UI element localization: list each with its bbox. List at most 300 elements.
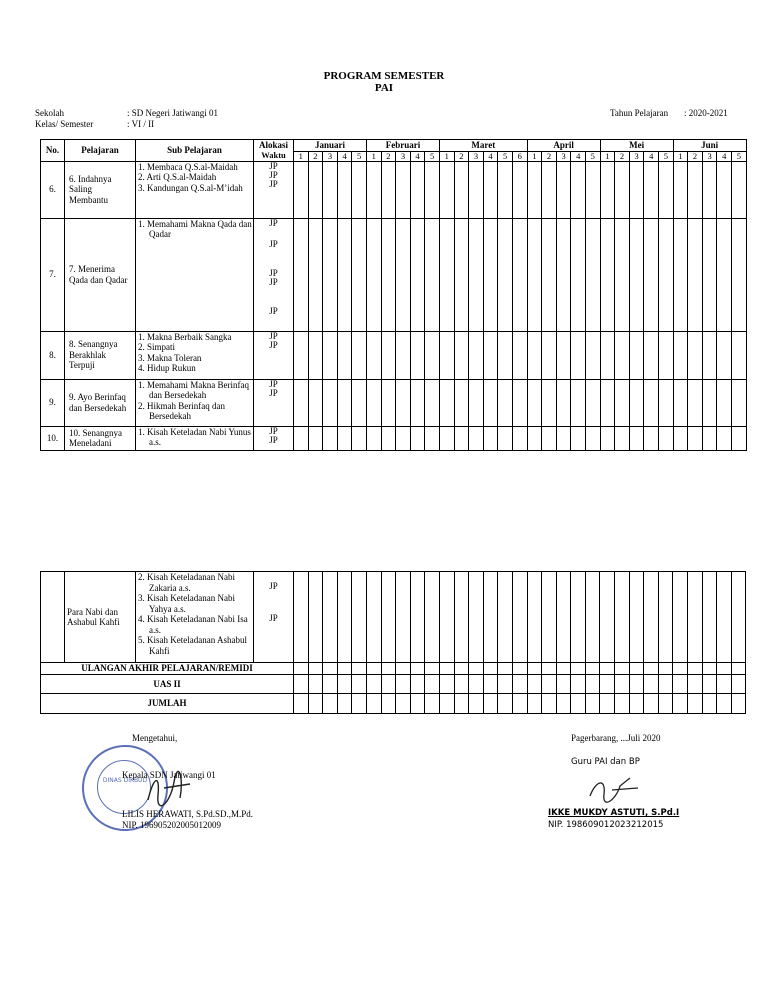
week-cell: [658, 694, 673, 714]
sekolah-value: : SD Negeri Jatiwangi 01: [127, 108, 218, 118]
week-cell: [644, 675, 659, 694]
row-pelajaran: Para Nabi dan Ashabul Kahfi: [65, 572, 136, 663]
week-cell: [658, 663, 673, 675]
week-cell: [542, 218, 557, 331]
week-cell: [323, 572, 338, 663]
sub-item: 2. Kisah Keteladanan Nabi Zakaria a.s.: [138, 572, 235, 593]
week-cell: [702, 663, 717, 675]
week-cell: [732, 379, 747, 426]
week-cell: [454, 218, 469, 331]
week-cell: [352, 675, 367, 694]
week-cell: [439, 663, 454, 675]
row-alokasi: [254, 161, 294, 218]
sub-item: 4. Hidup Rukun: [138, 363, 196, 373]
week-cell: [323, 663, 338, 675]
week-cell: [323, 218, 338, 331]
jp-label: JP: [269, 330, 278, 341]
header-week: 3: [629, 151, 644, 161]
jp-label: JP: [269, 169, 278, 180]
week-cell: [615, 694, 630, 714]
week-cell: [615, 663, 630, 675]
week-cell: [425, 426, 440, 450]
kelas-label: Kelas/ Semester: [35, 119, 94, 129]
week-cell: [527, 663, 542, 675]
week-cell: [556, 694, 571, 714]
week-cell: [381, 331, 396, 379]
week-cell: [644, 218, 659, 331]
week-cell: [366, 694, 381, 714]
week-cell: [439, 675, 454, 694]
week-cell: [308, 694, 323, 714]
week-cell: [308, 572, 323, 663]
jp-label: JP: [269, 160, 278, 171]
week-cell: [381, 572, 396, 663]
week-cell: [454, 426, 469, 450]
row-pelajaran: 6. Indahnya Saling Membantu: [65, 161, 136, 218]
week-cell: [673, 572, 688, 663]
week-cell: [702, 675, 717, 694]
week-cell: [454, 572, 469, 663]
week-cell: [410, 694, 425, 714]
week-cell: [337, 379, 352, 426]
week-cell: [323, 426, 338, 450]
row-pelajaran: 8. Senangnya Berakhlak Terpuji: [65, 331, 136, 379]
week-cell: [527, 675, 542, 694]
week-cell: [396, 218, 411, 331]
week-cell: [439, 161, 454, 218]
week-cell: [469, 675, 484, 694]
sub-item: 1. Kisah Keteladan Nabi Yunus a.s.: [138, 426, 251, 447]
week-cell: [498, 572, 513, 663]
header-week: 2: [688, 151, 703, 161]
week-cell: [571, 694, 586, 714]
header-week: 4: [483, 151, 498, 161]
week-cell: [542, 663, 557, 675]
week-cell: [615, 379, 630, 426]
week-cell: [688, 572, 703, 663]
week-cell: [629, 694, 644, 714]
sub-item: 1. Memahami Makna Berinfaq dan Bersedekah: [138, 379, 249, 400]
week-cell: [352, 331, 367, 379]
week-cell: [702, 426, 717, 450]
week-cell: [717, 572, 732, 663]
week-cell: [294, 694, 309, 714]
header-month: Juni: [673, 140, 746, 152]
week-cell: [337, 218, 352, 331]
week-cell: [556, 331, 571, 379]
week-cell: [396, 331, 411, 379]
week-cell: [702, 379, 717, 426]
header-pelajaran: Pelajaran: [65, 140, 136, 162]
week-cell: [396, 161, 411, 218]
week-cell: [600, 331, 615, 379]
program-table: [40, 139, 747, 451]
week-cell: [644, 694, 659, 714]
header-month: Februari: [366, 140, 439, 152]
week-cell: [410, 675, 425, 694]
week-cell: [717, 331, 732, 379]
week-cell: [337, 675, 352, 694]
week-cell: [688, 663, 703, 675]
table-row: [41, 379, 747, 426]
jp-label: JP: [269, 178, 278, 189]
week-cell: [498, 379, 513, 426]
week-cell: [542, 694, 557, 714]
sub-item: 2. Simpati: [138, 342, 176, 352]
sub-item: 3. Kisah Keteladanan Nabi Yahya a.s.: [138, 593, 235, 614]
week-cell: [410, 379, 425, 426]
week-cell: [294, 218, 309, 331]
header-week: 1: [673, 151, 688, 161]
week-cell: [571, 218, 586, 331]
guru-jabatan: Guru PAI dan BP: [571, 757, 640, 767]
week-cell: [629, 161, 644, 218]
week-cell: [658, 572, 673, 663]
header-week: 5: [425, 151, 440, 161]
row-sub-pelajaran: [136, 379, 254, 426]
week-cell: [366, 379, 381, 426]
week-cell: [483, 675, 498, 694]
uas-row: UAS II: [41, 675, 294, 694]
stamp-text: DINAS DIKBUD: [102, 777, 148, 784]
week-cell: [410, 663, 425, 675]
week-cell: [644, 379, 659, 426]
header-week: 3: [702, 151, 717, 161]
week-cell: [585, 379, 600, 426]
header-week: 5: [585, 151, 600, 161]
week-cell: [615, 161, 630, 218]
week-cell: [658, 426, 673, 450]
week-cell: [323, 331, 338, 379]
week-cell: [454, 694, 469, 714]
jp-label: JP: [269, 434, 278, 445]
week-cell: [454, 331, 469, 379]
week-cell: [512, 694, 527, 714]
sub-item: 3. Kandungan Q.S.al-M’idah: [138, 182, 243, 193]
week-cell: [527, 331, 542, 379]
table-row: [41, 426, 747, 450]
week-cell: [658, 218, 673, 331]
jp-label: JP: [269, 276, 278, 287]
week-cell: [483, 663, 498, 675]
week-cell: [381, 379, 396, 426]
program-table-2: [40, 571, 746, 714]
jp-label: JP: [269, 339, 278, 350]
header-week: 5: [658, 151, 673, 161]
week-cell: [702, 218, 717, 331]
week-cell: [542, 379, 557, 426]
header-week: 1: [294, 151, 309, 161]
kepala-nip: NIP. 196905202005012009: [122, 820, 222, 830]
week-cell: [600, 694, 615, 714]
week-cell: [308, 379, 323, 426]
header-week: 2: [381, 151, 396, 161]
week-cell: [527, 572, 542, 663]
week-cell: [396, 675, 411, 694]
week-cell: [717, 694, 732, 714]
week-cell: [381, 426, 396, 450]
week-cell: [294, 426, 309, 450]
sub-item: 4. Kisah Keteladanan Nabi Isa a.s.: [138, 614, 248, 635]
week-cell: [439, 331, 454, 379]
week-cell: [308, 663, 323, 675]
week-cell: [498, 218, 513, 331]
week-cell: [483, 218, 498, 331]
header-week: 4: [337, 151, 352, 161]
week-cell: [556, 572, 571, 663]
week-cell: [629, 331, 644, 379]
week-cell: [425, 218, 440, 331]
week-cell: [717, 379, 732, 426]
week-cell: [469, 161, 484, 218]
header-week: 5: [732, 151, 747, 161]
week-cell: [702, 572, 717, 663]
week-cell: [688, 675, 703, 694]
week-cell: [512, 161, 527, 218]
week-cell: [658, 331, 673, 379]
week-cell: [454, 161, 469, 218]
week-cell: [629, 675, 644, 694]
week-cell: [366, 331, 381, 379]
signature-right-icon: [584, 770, 644, 806]
jp-label: JP: [269, 581, 278, 591]
week-cell: [542, 331, 557, 379]
jp-label: JP: [269, 238, 278, 249]
week-cell: [337, 426, 352, 450]
week-cell: [366, 218, 381, 331]
row-no: 6.: [41, 161, 65, 218]
week-cell: [527, 426, 542, 450]
header-week: 4: [717, 151, 732, 161]
week-cell: [571, 663, 586, 675]
week-cell: [732, 331, 747, 379]
week-cell: [512, 426, 527, 450]
week-cell: [352, 663, 367, 675]
row-pelajaran: 9. Ayo Berinfaq dan Bersedekah: [65, 379, 136, 426]
header-week: 3: [469, 151, 484, 161]
week-cell: [512, 218, 527, 331]
week-cell: [556, 675, 571, 694]
row-sub-pelajaran: [136, 218, 254, 331]
week-cell: [702, 161, 717, 218]
week-cell: [308, 675, 323, 694]
week-cell: [600, 663, 615, 675]
header-week: 5: [498, 151, 513, 161]
week-cell: [717, 218, 732, 331]
week-cell: [600, 572, 615, 663]
week-cell: [673, 675, 688, 694]
row-sub-pelajaran: [136, 331, 254, 379]
week-cell: [629, 426, 644, 450]
week-cell: [512, 675, 527, 694]
week-cell: [585, 694, 600, 714]
week-cell: [381, 161, 396, 218]
week-cell: [352, 161, 367, 218]
week-cell: [731, 694, 746, 714]
row-pelajaran: 7. Menerima Qada dan Qadar: [65, 218, 136, 331]
week-cell: [352, 426, 367, 450]
week-cell: [439, 572, 454, 663]
week-cell: [512, 572, 527, 663]
table-row: [41, 331, 747, 379]
week-cell: [308, 218, 323, 331]
row-no: 10.: [41, 426, 65, 450]
header-week: 5: [352, 151, 367, 161]
week-cell: [425, 675, 440, 694]
week-cell: [556, 218, 571, 331]
week-cell: [629, 663, 644, 675]
header-week: 4: [644, 151, 659, 161]
jp-label: JP: [269, 425, 278, 436]
week-cell: [732, 426, 747, 450]
week-cell: [571, 379, 586, 426]
week-cell: [425, 663, 440, 675]
week-cell: [644, 572, 659, 663]
week-cell: [688, 218, 703, 331]
header-week: 2: [615, 151, 630, 161]
week-cell: [542, 161, 557, 218]
jumlah-row: JUMLAH: [41, 694, 294, 714]
week-cell: [381, 675, 396, 694]
week-cell: [323, 379, 338, 426]
week-cell: [556, 161, 571, 218]
week-cell: [483, 426, 498, 450]
sub-item: 2. Hikmah Berinfaq dan Bersedekah: [138, 400, 225, 421]
week-cell: [658, 379, 673, 426]
week-cell: [396, 379, 411, 426]
week-cell: [294, 675, 309, 694]
week-cell: [585, 675, 600, 694]
row-alokasi: [254, 426, 294, 450]
header-week: 2: [308, 151, 323, 161]
week-cell: [469, 663, 484, 675]
guru-nip: NIP. 198609012023212015: [548, 820, 664, 830]
week-cell: [673, 331, 688, 379]
week-cell: [644, 426, 659, 450]
week-cell: [542, 426, 557, 450]
sekolah-label: Sekolah: [35, 108, 64, 118]
week-cell: [483, 379, 498, 426]
week-cell: [717, 675, 732, 694]
week-cell: [658, 161, 673, 218]
kepala-jabatan: Kepala SDN Jatiwangi 01: [122, 770, 216, 780]
week-cell: [396, 426, 411, 450]
week-cell: [658, 675, 673, 694]
document-subtitle: PAI: [374, 82, 394, 94]
week-cell: [571, 572, 586, 663]
header-sub-pelajaran: Sub Pelajaran: [136, 140, 254, 162]
week-cell: [294, 572, 309, 663]
week-cell: [732, 218, 747, 331]
row-sub-pelajaran: [136, 426, 254, 450]
week-cell: [381, 663, 396, 675]
week-cell: [439, 426, 454, 450]
week-cell: [366, 572, 381, 663]
week-cell: [585, 331, 600, 379]
week-cell: [527, 218, 542, 331]
header-week: 3: [323, 151, 338, 161]
week-cell: [542, 675, 557, 694]
week-cell: [294, 379, 309, 426]
week-cell: [600, 379, 615, 426]
row-sub-pelajaran: [136, 572, 254, 663]
week-cell: [498, 426, 513, 450]
header-week: 1: [527, 151, 542, 161]
week-cell: [498, 161, 513, 218]
week-cell: [366, 663, 381, 675]
week-cell: [600, 218, 615, 331]
week-cell: [352, 379, 367, 426]
week-cell: [717, 161, 732, 218]
sub-item: 1. Makna Berbaik Sangka: [138, 331, 232, 342]
header-week: 1: [439, 151, 454, 161]
week-cell: [352, 572, 367, 663]
header-week: 3: [396, 151, 411, 161]
row-no: [41, 572, 65, 663]
sub-item: 5. Kisah Keteladanan Ashabul Kahfi: [138, 635, 247, 656]
header-week: 6: [512, 151, 527, 161]
week-cell: [731, 572, 746, 663]
week-cell: [381, 694, 396, 714]
week-cell: [425, 161, 440, 218]
week-cell: [469, 426, 484, 450]
row-alokasi: [254, 331, 294, 379]
week-cell: [483, 572, 498, 663]
week-cell: [600, 675, 615, 694]
row-sub-pelajaran: [136, 161, 254, 218]
sub-item: 1. Membaca Q.S.al-Maidah: [138, 161, 238, 172]
jp-label: JP: [269, 612, 278, 623]
week-cell: [469, 379, 484, 426]
week-cell: [352, 218, 367, 331]
week-cell: [629, 379, 644, 426]
week-cell: [308, 161, 323, 218]
week-cell: [571, 675, 586, 694]
week-cell: [556, 663, 571, 675]
week-cell: [527, 379, 542, 426]
tahun-label: Tahun Pelajaran: [610, 108, 669, 118]
week-cell: [439, 694, 454, 714]
week-cell: [527, 161, 542, 218]
week-cell: [366, 675, 381, 694]
kepala-nama: LILIS HERAWATI, S.Pd.SD.,M.Pd.: [122, 809, 254, 819]
header-month: April: [527, 140, 600, 152]
week-cell: [512, 379, 527, 426]
week-cell: [585, 161, 600, 218]
week-cell: [323, 694, 338, 714]
header-week: 1: [366, 151, 381, 161]
header-week: 1: [600, 151, 615, 161]
week-cell: [337, 331, 352, 379]
week-cell: [352, 694, 367, 714]
week-cell: [512, 663, 527, 675]
week-cell: [469, 218, 484, 331]
header-month: Maret: [439, 140, 527, 152]
tahun-value: : 2020-2021: [684, 108, 728, 118]
week-cell: [702, 331, 717, 379]
week-cell: [615, 331, 630, 379]
table-row: [41, 218, 747, 331]
row-no: 7.: [41, 218, 65, 331]
week-cell: [571, 161, 586, 218]
document-title: PROGRAM SEMESTER: [323, 70, 445, 82]
header-no: No.: [41, 140, 65, 162]
week-cell: [381, 218, 396, 331]
header-month: Mei: [600, 140, 673, 152]
week-cell: [600, 161, 615, 218]
week-cell: [366, 426, 381, 450]
week-cell: [337, 694, 352, 714]
